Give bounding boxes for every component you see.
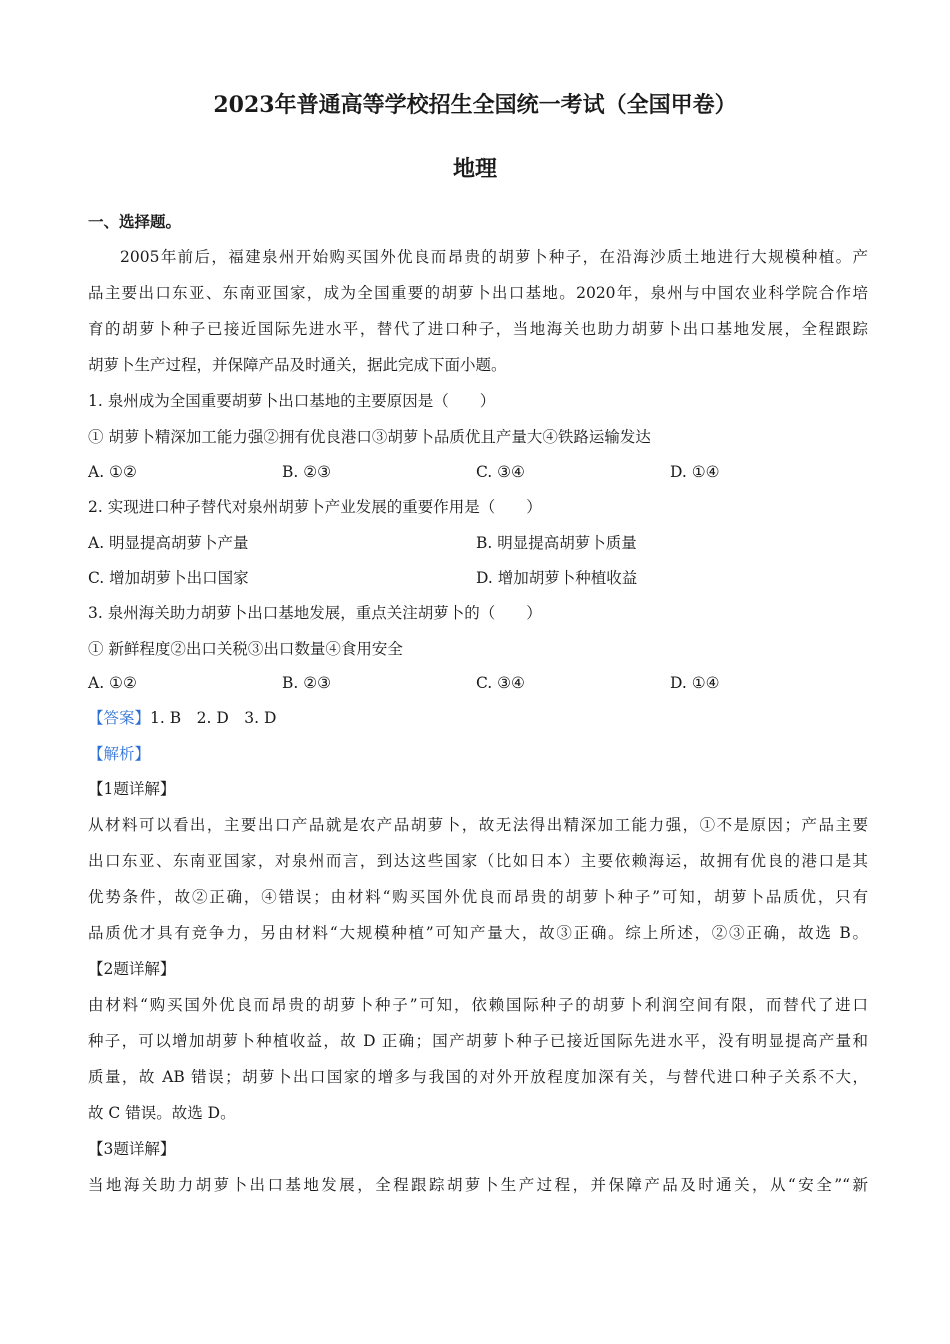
section-heading: 一、选择题。 xyxy=(88,212,182,231)
passage-line-1: 2005年前后，福建泉州开始购买国外优良而昂贵的胡萝卜种子，在沿海沙质土地进行大规模种植。产 xyxy=(120,248,868,266)
question-2-option-b[interactable]: B. 明显提高胡萝卜质量 xyxy=(476,534,637,552)
question-3-option-a[interactable]: A. ①② xyxy=(88,674,137,692)
detail-3-heading: 【3题详解】 xyxy=(88,1140,176,1158)
answer-text: 1. B 2. D 3. D xyxy=(150,709,277,727)
detail-3-line-1: 当地海关助力胡萝卜出口基地发展，全程跟踪胡萝卜生产过程，并保障产品及时通关，从“安全”“新 xyxy=(88,1176,868,1194)
question-3-option-c[interactable]: C. ③④ xyxy=(476,674,525,692)
question-2-option-c[interactable]: C. 增加胡萝卜出口国家 xyxy=(88,569,249,587)
detail-2-heading: 【2题详解】 xyxy=(88,960,176,978)
detail-1-line-2: 出口东亚、东南亚国家，对泉州而言，到达这些国家（比如日本）主要依赖海运，故拥有优良的港口是其 xyxy=(88,852,868,870)
question-3-option-d[interactable]: D. ①④ xyxy=(670,674,720,692)
question-1-option-a[interactable]: A. ①② xyxy=(88,463,137,481)
question-3-stem: 3. 泉州海关助力胡萝卜出口基地发展，重点关注胡萝卜的（ ） xyxy=(88,604,542,622)
subject-title: 地理 xyxy=(452,156,497,182)
detail-2-line-2: 种子，可以增加胡萝卜种植收益，故 D 正确；国产胡萝卜种子已接近国际先进水平，没有明显提高产量和 xyxy=(88,1032,868,1050)
question-2-stem: 2. 实现进口种子替代对泉州胡萝卜产业发展的重要作用是（ ） xyxy=(88,498,542,516)
question-1-stem: 1. 泉州成为全国重要胡萝卜出口基地的主要原因是（ ） xyxy=(88,392,496,410)
question-2-option-d[interactable]: D. 增加胡萝卜种植收益 xyxy=(476,569,638,587)
detail-2-line-3: 质量，故 AB 错误；胡萝卜出口国家的增多与我国的对外开放程度加深有关，与替代进口种子关系不大， xyxy=(88,1068,868,1086)
answer-row xyxy=(88,707,868,729)
exam-title: 2023年普通高等学校招生全国统一考试（全国甲卷） xyxy=(213,92,737,118)
passage-line-2: 品主要出口东亚、东南亚国家，成为全国重要的胡萝卜出口基地。2020年，泉州与中国农业科学院合作培 xyxy=(88,284,868,302)
passage-line-3: 育的胡萝卜种子已接近国际先进水平，替代了进口种子，当地海关也助力胡萝卜出口基地发展，全程跟踪 xyxy=(88,320,868,338)
question-1-option-d[interactable]: D. ①④ xyxy=(670,463,720,481)
answer-label: 【答案】 xyxy=(88,709,151,727)
question-1-items: ① 胡萝卜精深加工能力强②拥有优良港口③胡萝卜品质优且产量大④铁路运输发达 xyxy=(88,428,651,446)
question-2-option-a[interactable]: A. 明显提高胡萝卜产量 xyxy=(88,534,249,552)
question-1-option-b[interactable]: B. ②③ xyxy=(282,463,332,481)
question-3-items: ① 新鲜程度②出口关税③出口数量④食用安全 xyxy=(88,640,403,658)
detail-2-line-4: 故 C 错误。故选 D。 xyxy=(88,1104,236,1122)
detail-1-line-4: 品质优才具有竞争力，另由材料“大规模种植”可知产量大，故③正确。综上所述，②③正确，故选 B。 xyxy=(88,924,868,942)
analysis-label: 【解析】 xyxy=(88,745,151,763)
question-1-option-c[interactable]: C. ③④ xyxy=(476,463,525,481)
passage-line-4: 胡萝卜生产过程，并保障产品及时通关，据此完成下面小题。 xyxy=(88,356,507,374)
question-3-option-b[interactable]: B. ②③ xyxy=(282,674,332,692)
detail-1-line-3: 优势条件，故②正确，④错误；由材料“购买国外优良而昂贵的胡萝卜种子”可知，胡萝卜品质优，只有 xyxy=(88,888,868,906)
detail-1-heading: 【1题详解】 xyxy=(88,780,176,798)
detail-1-line-1: 从材料可以看出，主要出口产品就是农产品胡萝卜，故无法得出精深加工能力强，①不是原因；产品主要 xyxy=(88,816,868,834)
detail-2-line-1: 由材料“购买国外优良而昂贵的胡萝卜种子”可知，依赖国际种子的胡萝卜利润空间有限，而替代了进口 xyxy=(88,996,868,1014)
